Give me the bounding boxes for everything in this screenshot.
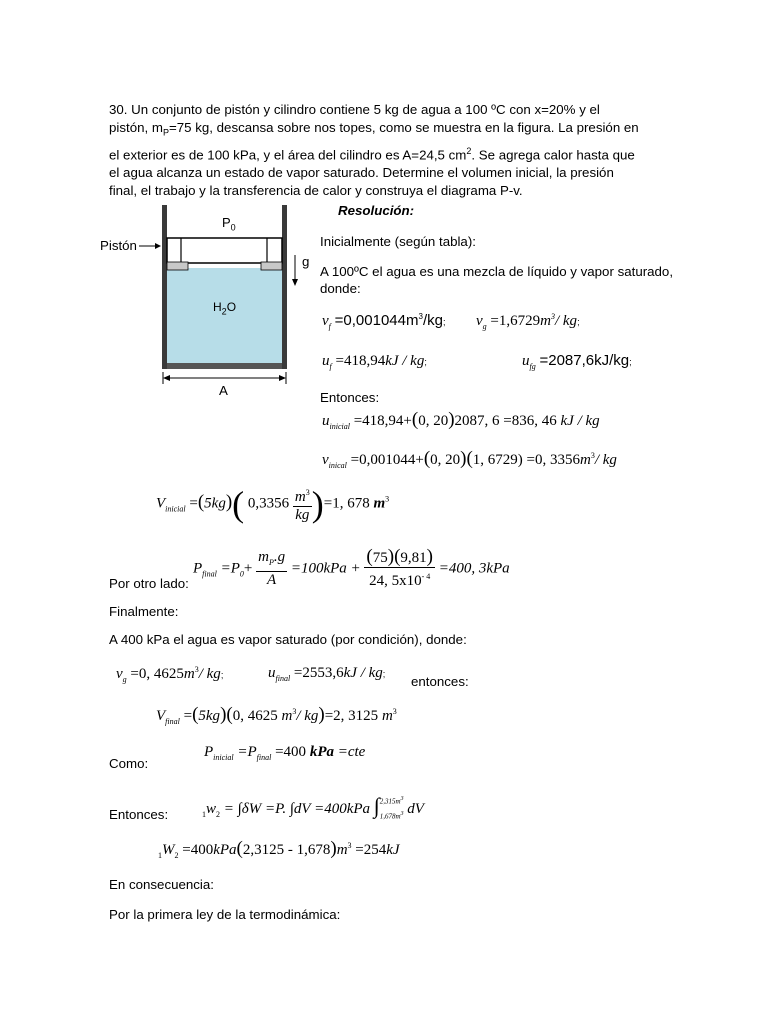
problem-line-4: el agua alcanza un estado de vapor saturado. Determine el volumen inicial, la presión [109, 165, 614, 181]
problem-statement [109, 101, 676, 200]
piston-cylinder-figure [95, 200, 315, 405]
eq-uf: $u_f =418,94kJ$ / kg; [322, 353, 427, 371]
problem-line-2: pistón, $m_P=75$ kg, descansa sobre nos topes, como se muestra en la figura. La presión en [109, 120, 639, 138]
finalmente-text: Finalmente: [109, 604, 179, 619]
eq-u-final: $u_{final} =2553,6kJ$ / kg; [268, 665, 386, 683]
eq-u-inicial: $u_{inicial} =418,94+(0$, 20)2087, 6 =836, 46 kJ / kg [322, 409, 600, 431]
p0-label: $P_0$ [222, 215, 236, 233]
resolucion-heading: Resolución: [338, 203, 415, 218]
problem-line-5: final, el trabajo y la transferencia de calor y construya el diagrama P-v. [109, 183, 523, 199]
area-label: A [219, 383, 228, 398]
por-otro-lado-text: Por otro lado: [109, 576, 189, 591]
water-label: $H_2O$ [213, 300, 237, 317]
cylinder-bottom [163, 363, 286, 369]
entonces-text-1: Entonces: [320, 390, 380, 405]
mezcla-text-2: donde: [320, 281, 361, 296]
problem-line-3: el exterior es de 100 kPa, y el área del cilindro es A=24,5 $cm^2$. Se agrega calor hasta que [109, 145, 635, 163]
eq-p-final: $P_{final} =P_0+$ $\frac{m_P.g}{A}$ =100kPa + $\frac{(75)(9,81)}{24, 5x10^{- 4}}$ =400, 3kPa [193, 546, 510, 589]
como-text: Como: [109, 756, 149, 771]
eq-work-result: $_1W_2 =400kPa(2,3125 - 1,678)m^3 =254kJ$ [158, 838, 400, 860]
inicialmente-text: Inicialmente (según tabla): [320, 234, 476, 249]
eq-ufg: $u_{fg} =2087,6kJ/kg$; [522, 352, 632, 371]
eq-v-inicial: $v_{inical} =0,001044+(0$, 20)(1, 6729) =0, $3356m^3/$ kg [322, 448, 617, 470]
entonces-inline-text: entonces: [411, 674, 469, 689]
area-arrowhead-left [163, 375, 170, 381]
eq-vg-final: $v_g =0$, $4625m^3/$ kg; [116, 665, 224, 684]
gravity-label: g [302, 254, 310, 269]
area-arrowhead-right [279, 375, 286, 381]
eq-vf: $v_f =0,001044m^3/kg$; [322, 312, 446, 331]
eq-V-final: $V_{final} =(5kg)(0$, 4625 $m^3/$ kg)=2, 3125 $m^3$ [156, 704, 397, 726]
eq-V-inicial: $V_{inicial} =(5kg)$( 0,3356 $\frac{m^3}{kg}$ )=1, 678 $m^3$ [156, 484, 390, 524]
cylinder-wall-left [162, 205, 167, 369]
primera-ley-text: Por la primera ley de la termodinámica: [109, 907, 341, 922]
problem-line-1: 30. Un conjunto de pistón y cilindro contiene 5 kg de agua a 100 ºC con x=20% y el [109, 102, 600, 117]
stop-left [167, 262, 188, 270]
piston-label: Pistón [100, 238, 137, 253]
a400-text: A 400 kPa el agua es vapor saturado (por condición), donde: [109, 632, 467, 647]
mezcla-text-1: A 100ºC el agua es una mezcla de líquido y vapor saturado, [320, 264, 674, 279]
piston-cylinder-diagram [95, 200, 315, 405]
stop-right [261, 262, 282, 270]
piston-body [167, 238, 282, 263]
gravity-arrowhead [292, 279, 298, 286]
eq-vg: $v_g =1,6729m^3/$ kg; [476, 312, 580, 331]
eq-p-constante: $P_{inicial} =P_{final} =400$ kPa =cte [204, 744, 366, 762]
consecuencia-text: En consecuencia: [109, 877, 214, 892]
cylinder-wall-right [282, 205, 287, 369]
eq-work-integral: $_1w_2 = \int\delta W =P$. ∫dV =400kPa ∫ $2,315m^3$ $1,678m^3$ dV [202, 793, 424, 820]
piston-pointer-arrowhead [155, 243, 161, 249]
entonces-text-2: Entonces: [109, 807, 169, 822]
